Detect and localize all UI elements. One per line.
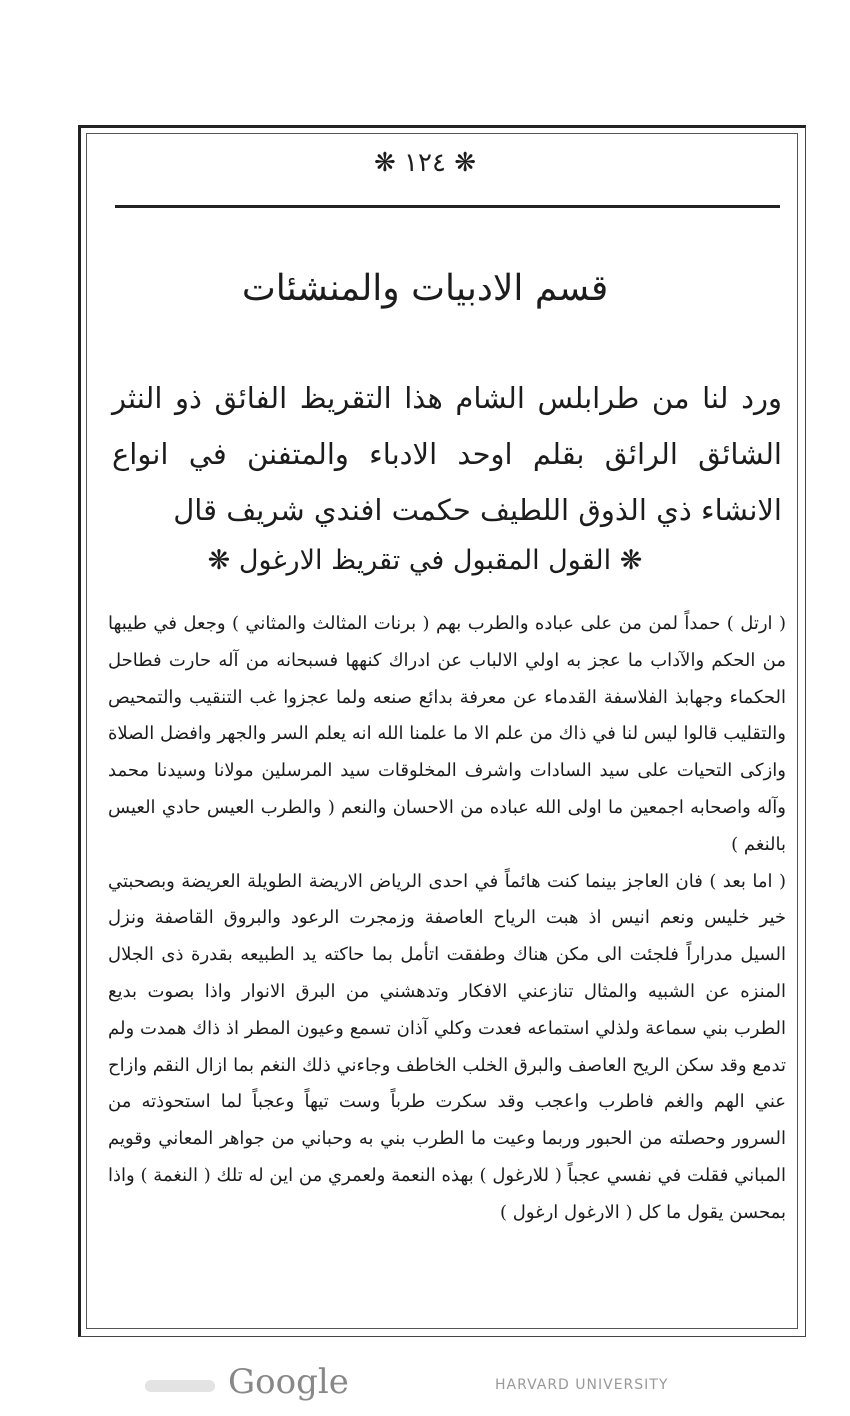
- google-watermark: Google: [228, 1362, 349, 1402]
- header-rule: [115, 205, 780, 208]
- article-body: [108, 606, 786, 1232]
- intro-paragraph: ورد لنا من طرابلس الشام هذا التقريظ الفائق ذو النثر الشائق الرائق بقلم اوحد الادباء والمتفنن في انواع الانشاء ذي الذوق اللطيف حكمت افندي شريف قال: [112, 381, 782, 527]
- library-watermark: HARVARD UNIVERSITY: [495, 1377, 669, 1393]
- body-paragraph: ( ارتل ) حمداً لمن من على عباده والطرب بهم ( برنات المثالث والمثاني ) وجعل في طيبها من الحكم والآداب ما عجز به اولي الالباب عن ادراك كنهها فسبحانه من آله حارت فطاحل الحكماء وجهابذ الفلاسفة القدماء عن معرفة بدائع صنعه ولما عجزوا غب التنقيب والتمحيص والتقليب قالوا ليس لنا في ذاك من علم الا ما علمنا الله انه يعلم السر والجهر وافضل الصلاة وازكى التحيات على سيد السادات واشرف المخلوقات سيد المرسلين مولانا وسيدنا محمد وآله واصحابه اجمعين ما اولى الله عباده من الاحسان والنعم ( والطرب العيس حادي العيس بالنغم ): [108, 613, 786, 855]
- article-subtitle: ❋ القول المقبول في تقريظ الارغول ❋: [207, 545, 643, 576]
- footer-smudge: [145, 1380, 215, 1392]
- body-paragraph: ( اما بعد ) فان العاجز بينما كنت هائماً في احدى الرياض الاريضة الطويلة العريضة وبصحبتي خير خليس ونعم انيس اذ هبت الرياح العاصفة وزمجرت الرعود والبروق القاصفة ونزل السيل مدراراً فلجئت الى مكن هناك وطفقت اتأمل بما حاكته يد الطبيعه بقدرة ذى الجلال المنزه عن الشبيه والمثال تنازعني الافكار وتدهشني من البرق الانوار واذا بصوت بديع الطرب بني سماعة ولذلي استماعه فعدت وكلي آذان تسمع وعيون المطر اذ ذاك همدت ولم تدمع وقد سكن الريح العاصف والبرق الخلب الخاطف وجاءني ذلك النغم بما ازال النقم وازاح عني الهم والغم فاطرب واعجب وقد سكرت طرباً وست تيهاً وعجباً لما استحوذته من السرور وحصلته من الحبور وربما وعيت ما الطرب بني به وحباني من جواهر المعاني وقويم المباني فقلت في نفسي عجباً ( للارغول ) بهذه النعمة ولعمري من اين له تلك ( النغمة ) واذا بمحسن يقول ما كل ( الارغول ارغول ): [108, 870, 786, 1223]
- page-number: ❋ ١٢٤ ❋: [373, 148, 477, 178]
- section-title: قسم الادبيات والمنشئات: [241, 268, 609, 309]
